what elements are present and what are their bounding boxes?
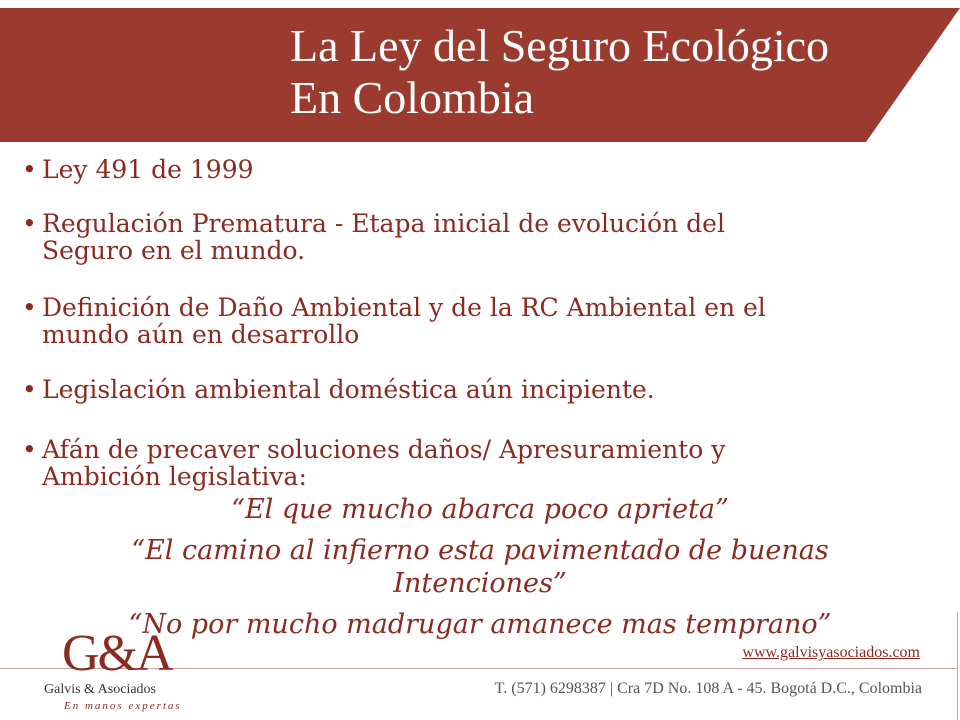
company-logo-name: Galvis & Asociados	[44, 682, 156, 697]
quote-line: “El camino al infierno esta pavimentado de buenas	[131, 535, 829, 566]
bullet-dot: •	[22, 435, 37, 464]
bullet-item	[22, 210, 725, 264]
bullet-text: Legislación ambiental doméstica aún incipiente.	[42, 375, 655, 404]
slide-title	[290, 20, 829, 124]
bullet-item	[22, 294, 766, 348]
quote-line: “No por mucho madrugar amanece mas temprano”	[128, 609, 832, 640]
bullet-dot: •	[22, 293, 37, 322]
bullet-text: Definición de Daño Ambiental y de la RC Ambiental en el	[42, 293, 766, 322]
bullet-text: Regulación Prematura - Etapa inicial de evolución del	[42, 209, 725, 238]
bullet-item	[22, 436, 725, 490]
bullet-item	[22, 376, 655, 403]
bullet-text-continued: Seguro en el mundo.	[42, 236, 306, 265]
website-link[interactable]: www.galvisyasociados.com	[742, 644, 920, 661]
title-line-1: La Ley del Seguro Ecológico	[290, 20, 830, 71]
quote-line: “El que mucho abarca poco aprieta”	[231, 494, 729, 525]
bullet-dot: •	[22, 209, 37, 238]
bullet-text: Afán de precaver soluciones daños/ Apresuramiento y	[42, 435, 726, 464]
footer-vertical-divider	[957, 612, 958, 720]
bullet-dot: •	[22, 155, 37, 184]
bullet-text-continued: Ambición legislativa:	[42, 462, 307, 491]
bullet-item	[22, 156, 254, 183]
quote-line: Intenciones”	[393, 568, 567, 599]
bullet-dot: •	[22, 375, 37, 404]
bullet-text: Ley 491 de 1999	[42, 155, 254, 184]
bullet-text-continued: mundo aún en desarrollo	[42, 320, 360, 349]
company-logo-mark: G&A	[62, 625, 172, 682]
contact-info: T. (571) 6298387 | Cra 7D No. 108 A - 45. Bogotá D.C., Colombia	[494, 680, 922, 697]
title-line-2: En Colombia	[290, 72, 535, 123]
company-logo-tagline: En manos expertas	[64, 700, 182, 712]
